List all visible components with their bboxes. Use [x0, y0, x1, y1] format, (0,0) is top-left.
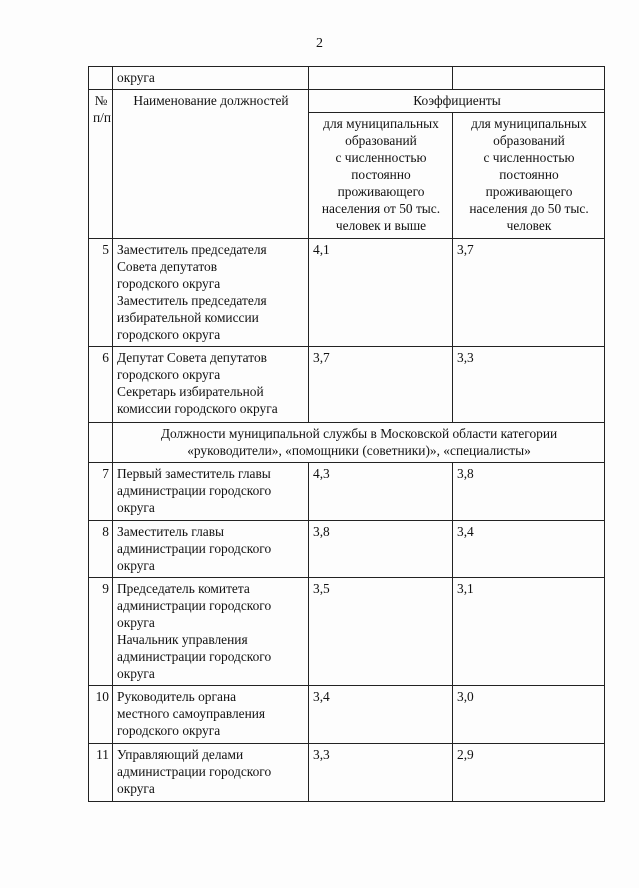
row-position: Депутат Совета депутатов городского округа Секретарь избирательной комиссии городского округа: [113, 347, 309, 423]
table-row: [89, 578, 605, 686]
row-number: 5: [89, 239, 113, 347]
header-col-b: для муниципальных образований с численностью постоянно проживающего населения до 50 тыс. человек: [453, 113, 605, 239]
row-number: 7: [89, 463, 113, 521]
row-coef-a: 4,3: [309, 463, 453, 521]
row-coef-a: 3,7: [309, 347, 453, 423]
row-position: Руководитель органа местного самоуправления городского округа: [113, 686, 309, 744]
carry-over-row: [89, 67, 605, 90]
row-coef-b: 2,9: [453, 744, 605, 802]
table-row: [89, 686, 605, 744]
row-position: Заместитель председателя Совета депутатов городского округа Заместитель председателя избирательной комиссии городского округа: [113, 239, 309, 347]
row-position: Председатель комитета администрации городского округа Начальник управления администрации городского округа: [113, 578, 309, 686]
section-row: [89, 423, 605, 463]
row-coef-a: 4,1: [309, 239, 453, 347]
row-position: Заместитель главы администрации городского округа: [113, 521, 309, 578]
coefficients-table: [88, 66, 605, 802]
header-coefficients-cell: Коэффициенты: [309, 90, 605, 113]
carry-a-cell: [309, 67, 453, 90]
header-num-cell: [89, 90, 113, 239]
row-coef-b: 3,7: [453, 239, 605, 347]
table-row: [89, 521, 605, 578]
header-row: [89, 90, 605, 113]
row-coef-b: 3,4: [453, 521, 605, 578]
row-coef-a: 3,5: [309, 578, 453, 686]
section-num-cell: [89, 423, 113, 463]
row-coef-b: 3,0: [453, 686, 605, 744]
section-heading: Должности муниципальной службы в Московской области категории «руководители», «помощники (советники)», «специалисты»: [113, 423, 605, 463]
header-col-a: для муниципальных образований с численностью постоянно проживающего населения от 50 тыс. человек и выше: [309, 113, 453, 239]
row-position: Управляющий делами администрации городского округа: [113, 744, 309, 802]
row-number: 6: [89, 347, 113, 423]
header-num-symbol: №: [94, 93, 108, 108]
table-row: [89, 239, 605, 347]
table-row: [89, 347, 605, 423]
row-number: 9: [89, 578, 113, 686]
row-coef-b: 3,8: [453, 463, 605, 521]
row-number: 11: [89, 744, 113, 802]
row-number: 8: [89, 521, 113, 578]
row-coef-a: 3,4: [309, 686, 453, 744]
page-number: 2: [316, 36, 323, 51]
carry-num-cell: [89, 67, 113, 90]
row-coef-a: 3,3: [309, 744, 453, 802]
row-coef-b: 3,1: [453, 578, 605, 686]
header-name-cell: Наименование должностей: [113, 90, 309, 239]
row-position: Первый заместитель главы администрации городского округа: [113, 463, 309, 521]
row-coef-a: 3,8: [309, 521, 453, 578]
table-row: [89, 463, 605, 521]
carry-b-cell: [453, 67, 605, 90]
carry-name-cell: округа: [113, 67, 309, 90]
table-row: [89, 744, 605, 802]
row-number: 10: [89, 686, 113, 744]
row-coef-b: 3,3: [453, 347, 605, 423]
header-num-label: п/п: [93, 110, 112, 125]
